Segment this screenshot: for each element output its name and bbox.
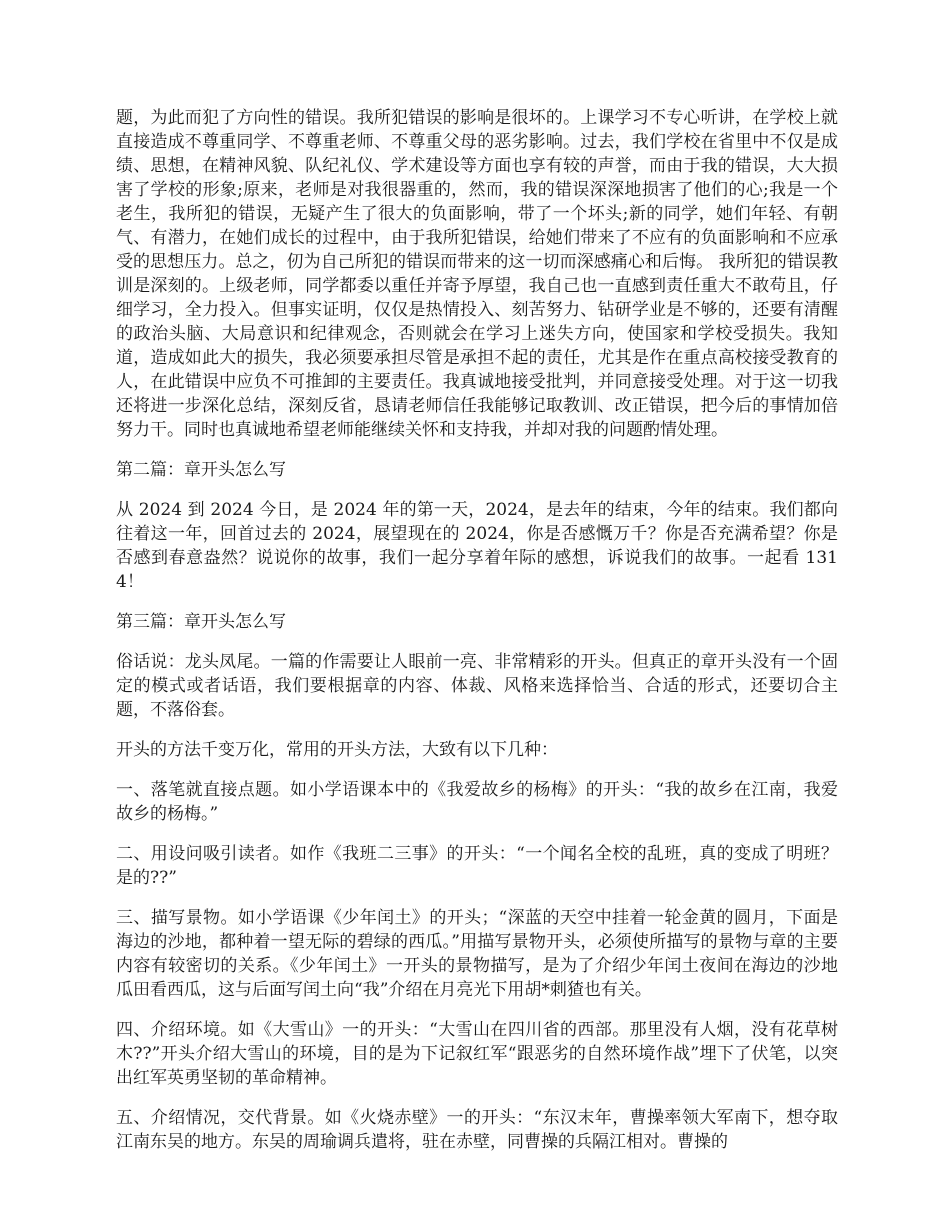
document-page bbox=[116, 106, 838, 1170]
section-3-paragraph-1: 俗话说：龙头凤尾。一篇的作需要让人眼前一亮、非常精彩的开头。但真正的章开头没有一个固定的模式或者话语，我们要根据章的内容、体裁、风格来选择恰当、合适的形式，还要切合主题，不落俗套。 bbox=[116, 652, 838, 720]
method-2-paragraph: 二、用设问吸引读者。如作《我班二三事》的开头：“一个闻名全校的乱班，真的变成了明班？是的??” bbox=[116, 844, 838, 888]
method-5-paragraph: 五、介绍情况，交代背景。如《火烧赤壁》一的开头：“东汉末年，曹操率领大军南下，想夺取江南东吴的地方。东吴的周瑜调兵遣将，驻在赤壁，同曹操的兵隔江相对。曹操的 bbox=[116, 1108, 838, 1152]
method-1-paragraph: 一、落笔就直接点题。如小学语课本中的《我爱故乡的杨梅》的开头：“我的故乡在江南，我爱故乡的杨梅。” bbox=[116, 780, 838, 824]
method-4-paragraph: 四、介绍环境。如《大雪山》一的开头：“大雪山在四川省的西部。那里没有人烟，没有花草树木??”开头介绍大雪山的环境，目的是为下记叙红军“跟恶劣的自然环境作战”埋下了伏笔，以突出红军英勇坚韧的革命精神。 bbox=[116, 1020, 838, 1088]
method-3-paragraph: 三、描写景物。如小学语课《少年闰土》的开头；“深蓝的天空中挂着一轮金黄的圆月，下面是海边的沙地，都种着一望无际的碧绿的西瓜。”用描写景物开头，必须使所描写的景物与章的主要内容有较密切的关系。《少年闰土》一开头的景物描写，是为了介绍少年闰土夜间在海边的沙地瓜田看西瓜，这与后面写闰土向“我”介绍在月亮光下用胡*刺猹也有关。 bbox=[116, 908, 838, 1000]
section-3-heading: 第三篇：章开头怎么写 bbox=[116, 612, 286, 632]
section-2-heading: 第二篇：章开头怎么写 bbox=[116, 460, 286, 480]
section-3-paragraph-2: 开头的方法千变万化，常用的开头方法，大致有以下几种： bbox=[116, 740, 558, 760]
intro-paragraph: 题，为此而犯了方向性的错误。我所犯错误的影响是很坏的。上课学习不专心听讲，在学校上就直接造成不尊重同学、不尊重老师、不尊重父母的恶劣影响。过去，我们学校在省里中不仅是成绩、思想，在精神风貌、队纪礼仪、学术建设等方面也享有较的声誉，而由于我的错误，大大损害了学校的形象;原来，老师是对我很器重的，然而，我的错误深深地损害了他们的心;我是一个老生，我所犯的错误，无疑产生了很大的负面影响，带了一个坏头;新的同学，她们年轻、有朝气、有潜力，在她们成长的过程中，由于我所犯错误，给她们带来了不应有的负面影响和不应承受的思想压力。总之，仞为自己所犯的错误而带来的这一切而深感痛心和后悔。 我所犯的错误教训是深刻的。上级老师，同学都委以重任并寄予厚望，我自己也一直感到责任重大不敢苟且，仔细学习，全力投入。但事实证明，仅仅是热情投入、刻苦努力、钻研学业是不够的，还要有清醒的政治头脑、大局意识和纪律观念，否则就会在学习上迷失方向，使国家和学校受损失。我知道，造成如此大的损失，我必须要承担尽管是承担不起的责任，尤其是作在重点高校接受教育的人，在此错误中应负不可推卸的主要责任。我真诚地接受批判，并同意接受处理。对于这一切我还将进一步深化总结，深刻反省，恳请老师信任我能够记取教训、改正错误，把今后的事情加倍努力干。同时也真诚地希望老师能继续关怀和支持我，并却对我的问题酌情处理。 bbox=[116, 108, 838, 440]
section-2-paragraph: 从 2024 到 2024 今日，是 2024 年的第一天，2024，是去年的结束，今年的结束。我们都向往着这一年，回首过去的 2024，展望现在的 2024，你是否感慨万千？你是否充满希望？你是否感到春意盎然？说说你的故事，我们一起分享着年际的感想，诉说我们的故事。一起看 1314！ bbox=[116, 500, 838, 592]
